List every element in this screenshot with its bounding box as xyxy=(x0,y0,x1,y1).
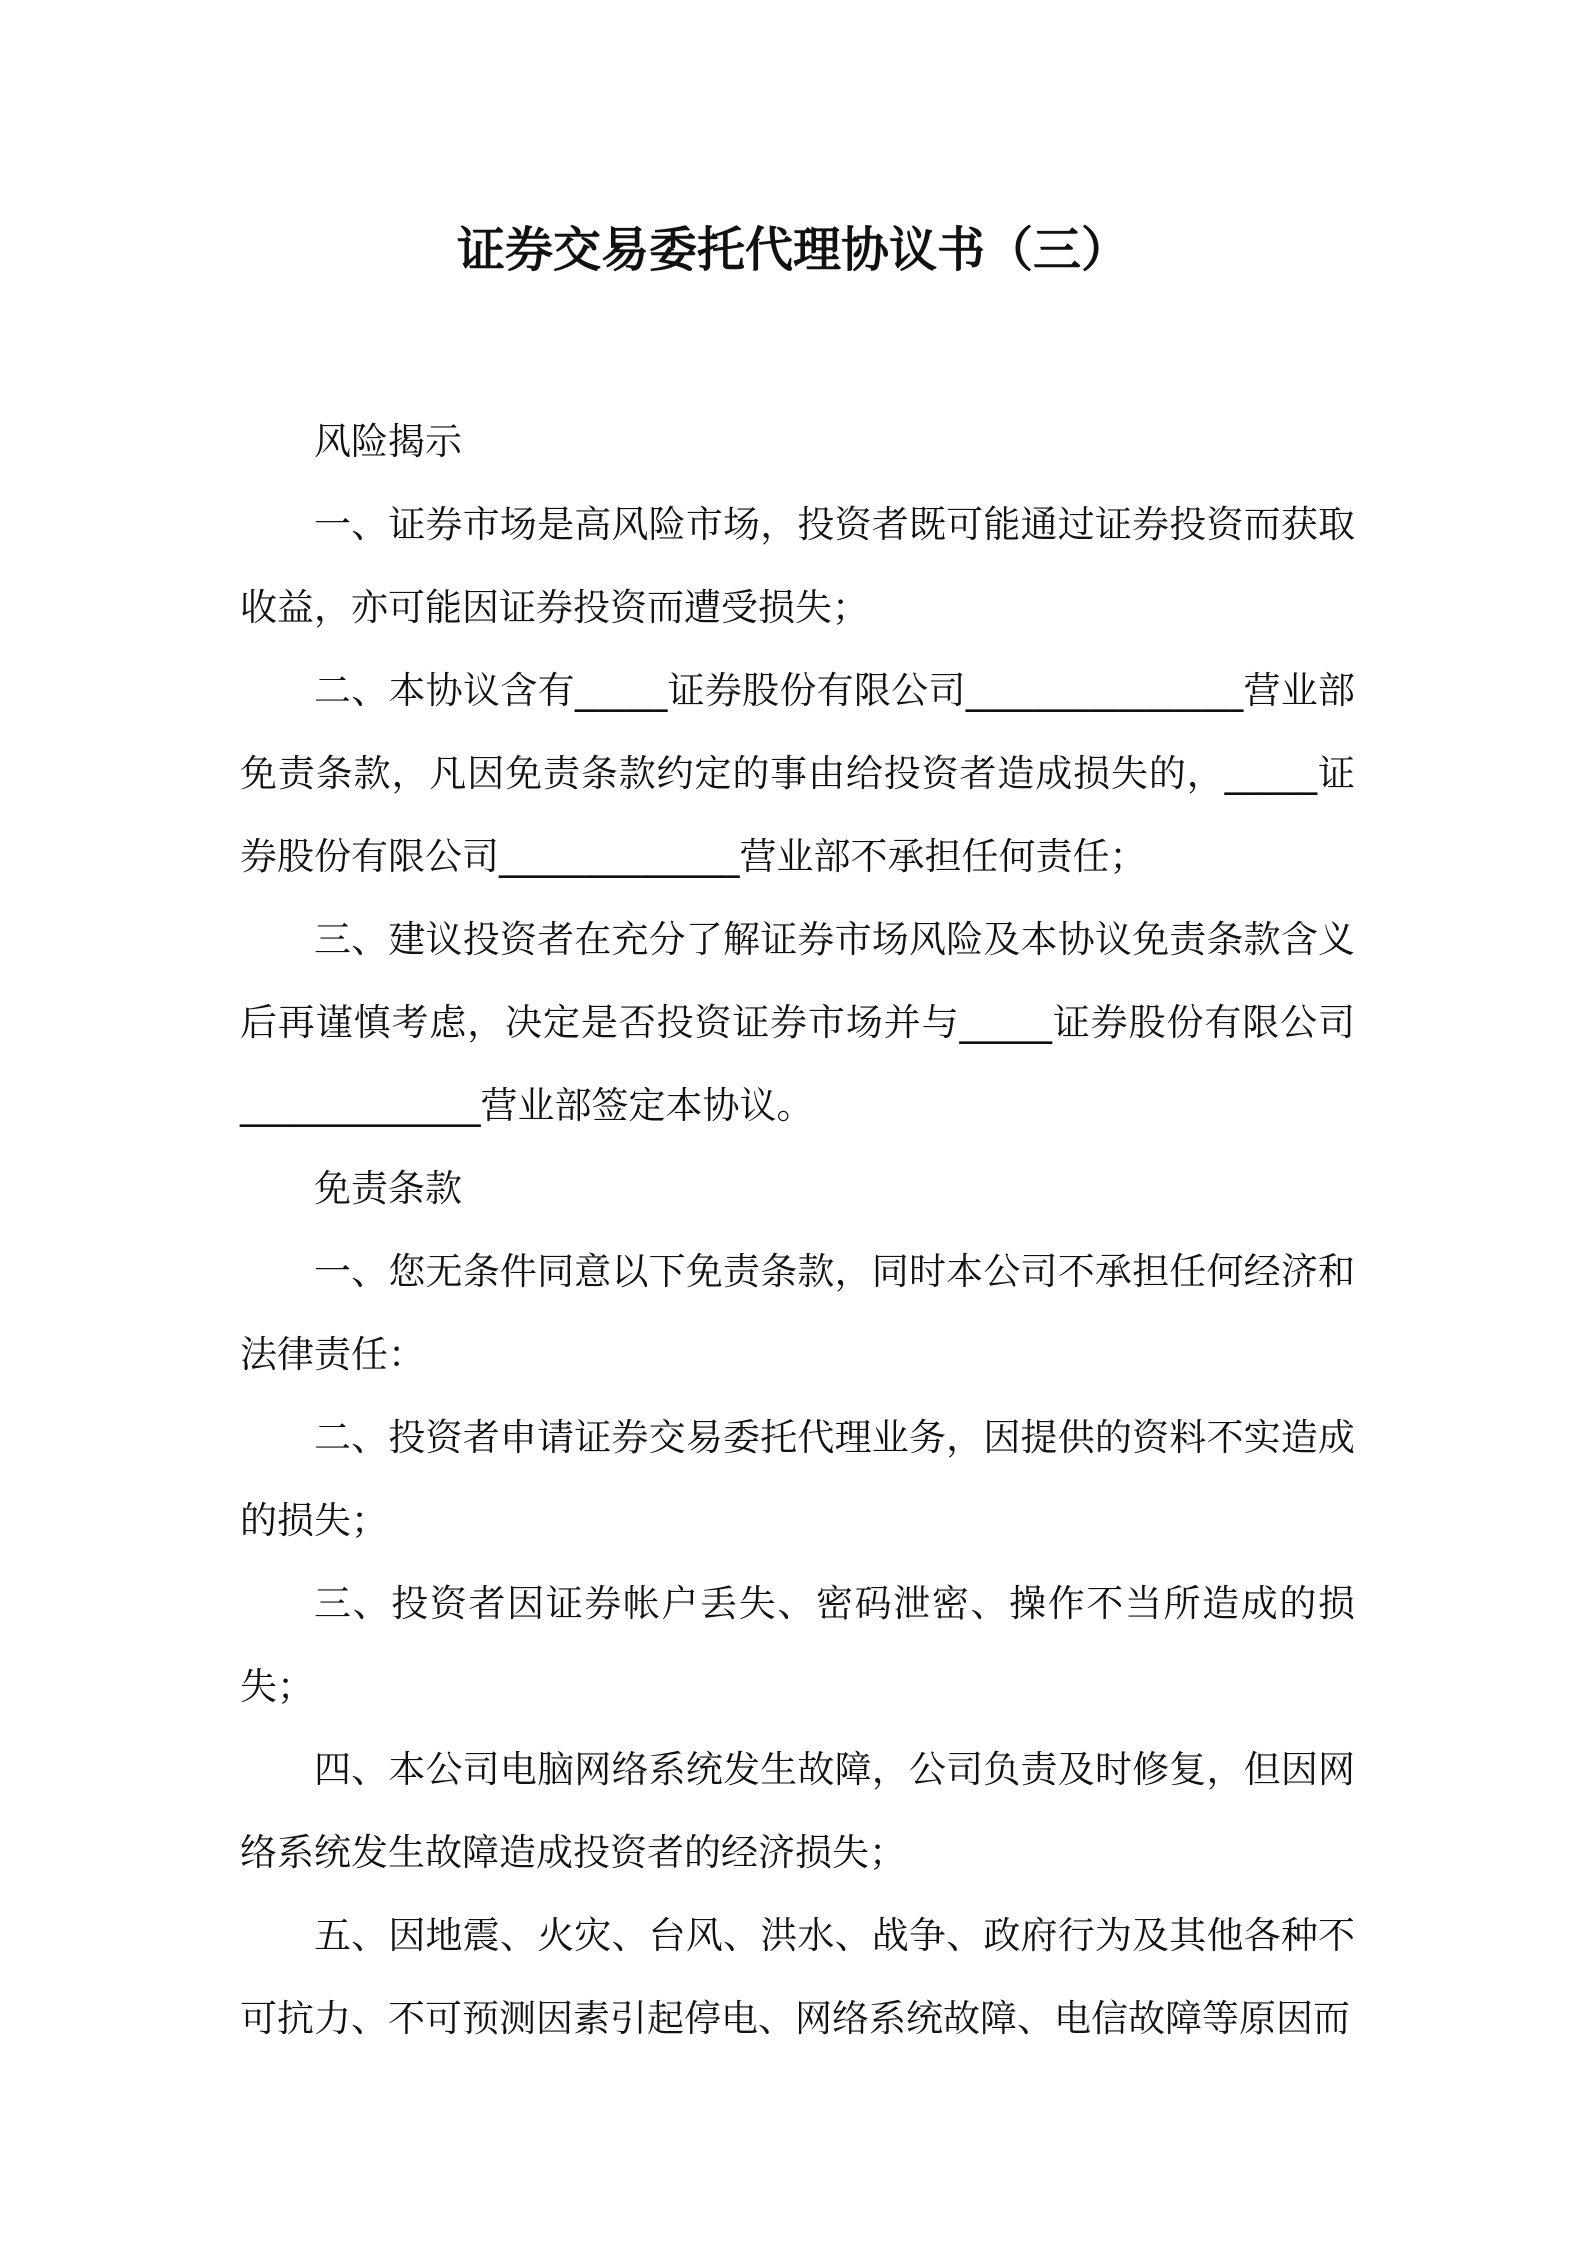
section-heading-disclaimer: 免责条款 xyxy=(314,1167,462,1210)
disclaimer-clause-5: 五、因地震、火灾、台风、洪水、战争、政府行为及其他各种不可抗力、不可预测因素引起停电、网络系统故障、电信故障等原因而 xyxy=(240,1914,1355,2040)
disclaimer-clause-3: 三、投资者因证券帐户丢失、密码泄密、操作不当所造成的损失； xyxy=(240,1582,1355,1708)
disclaimer-clause-2: 二、投资者申请证券交易委托代理业务，因提供的资料不实造成的损失； xyxy=(240,1416,1355,1542)
risk-clause-1: 一、证券市场是高风险市场，投资者既可能通过证券投资而获取收益，亦可能因证券投资而遭受损失； xyxy=(240,503,1355,629)
disclaimer-clause-1: 一、您无条件同意以下免责条款，同时本公司不承担任何经济和法律责任： xyxy=(240,1250,1355,1376)
section-heading-risk: 风险揭示 xyxy=(314,420,462,463)
disclaimer-clause-4: 四、本公司电脑网络系统发生故障，公司负责及时修复，但因网络系统发生故障造成投资者的经济损失； xyxy=(240,1748,1355,1874)
risk-clause-3: 三、建议投资者在充分了解证券市场风险及本协议免责条款含义后再谨慎考虑，决定是否投资证券市场并与_____证券股份有限公司_____________营业部签定本协议。 xyxy=(240,918,1355,1127)
document-title: 证券交易委托代理协议书（三） xyxy=(456,222,1129,278)
risk-clause-2: 二、本协议含有_____证券股份有限公司_______________营业部免责条款，凡因免责条款约定的事由给投资者造成损失的，_____证券股份有限公司_____________营业部不承担任何责任； xyxy=(240,669,1355,878)
document-body xyxy=(240,400,1355,2060)
